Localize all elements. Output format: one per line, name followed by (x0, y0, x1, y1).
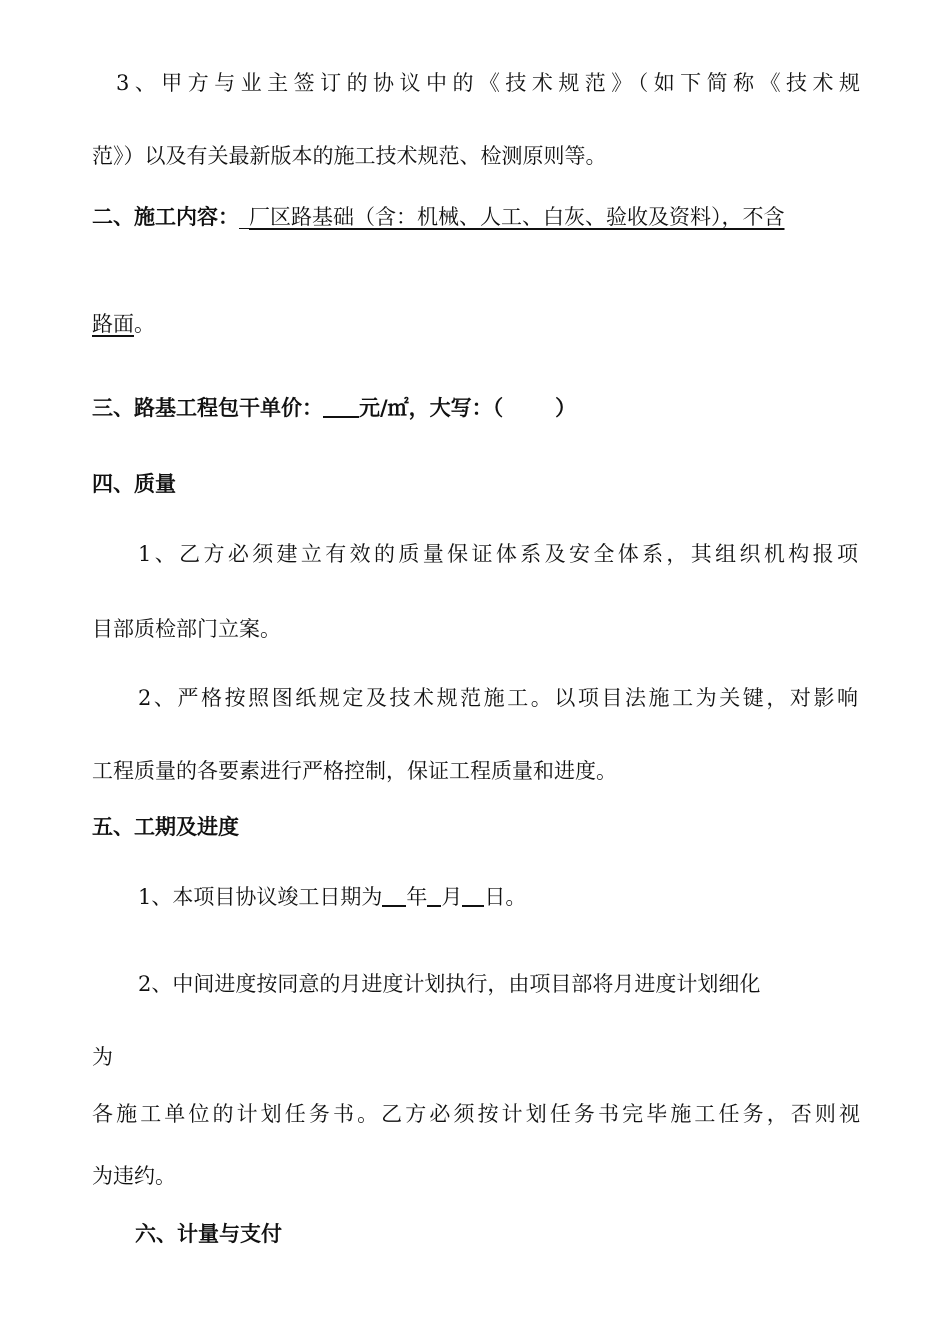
paragraph-line: 范》）以及有关最新版本的施工技术规范、检测原则等。 (92, 144, 607, 168)
section-heading: 四、质量 (92, 472, 176, 496)
year-label: 年 (406, 885, 428, 909)
unit-text: 元/㎡，大写：（ (359, 396, 504, 420)
paragraph-line: 各施工单位的计划任务书。乙方必须按计划任务书完毕施工任务，否则视 (92, 1102, 860, 1126)
section-heading: 六、计量与支付 (135, 1222, 282, 1246)
section-heading: 三、路基工程包干单价： (92, 396, 323, 420)
completion-date-line (138, 884, 526, 910)
year-blank (382, 885, 406, 907)
paragraph-line: 1、乙方必须建立有效的质量保证体系及安全体系，其组织机构报项 (138, 542, 858, 566)
paragraph-text: 1、本项目协议竣工日期为 (138, 885, 383, 909)
construction-content: 路面 (92, 312, 134, 336)
price-blank (323, 396, 359, 418)
paragraph-line: 2、严格按照图纸规定及技术规范施工。以项目法施工为关键，对影响 (138, 686, 858, 710)
section-2-line (92, 311, 155, 337)
day-blank (462, 885, 484, 907)
paragraph-line: 为 (92, 1045, 113, 1069)
paragraph-line: 工程质量的各要素进行严格控制，保证工程质量和进度。 (92, 759, 617, 783)
paragraph-line: 2、中间进度按同意的月进度计划执行，由项目部将月进度计划细化 (138, 972, 761, 996)
close-paren: ） (555, 396, 577, 420)
section-2-line (92, 204, 785, 230)
underline-spacer (239, 208, 249, 229)
period: 。 (134, 312, 155, 336)
paragraph-line: 为违约。 (92, 1164, 176, 1188)
section-heading: 二、施工内容： (92, 205, 239, 229)
paragraph-line: 目部质检部门立案。 (92, 617, 281, 641)
section-3-line (92, 395, 576, 421)
month-blank (427, 885, 441, 907)
day-label: 日。 (484, 885, 527, 909)
section-heading: 五、工期及进度 (92, 815, 239, 839)
paragraph-line: 3、甲方与业主签订的协议中的《技术规范》（如下简称《技术规 (116, 71, 860, 95)
month-label: 月 (441, 885, 463, 909)
construction-content: 厂区路基础（含：机械、人工、白灰、验收及资料），不含 (249, 205, 785, 229)
